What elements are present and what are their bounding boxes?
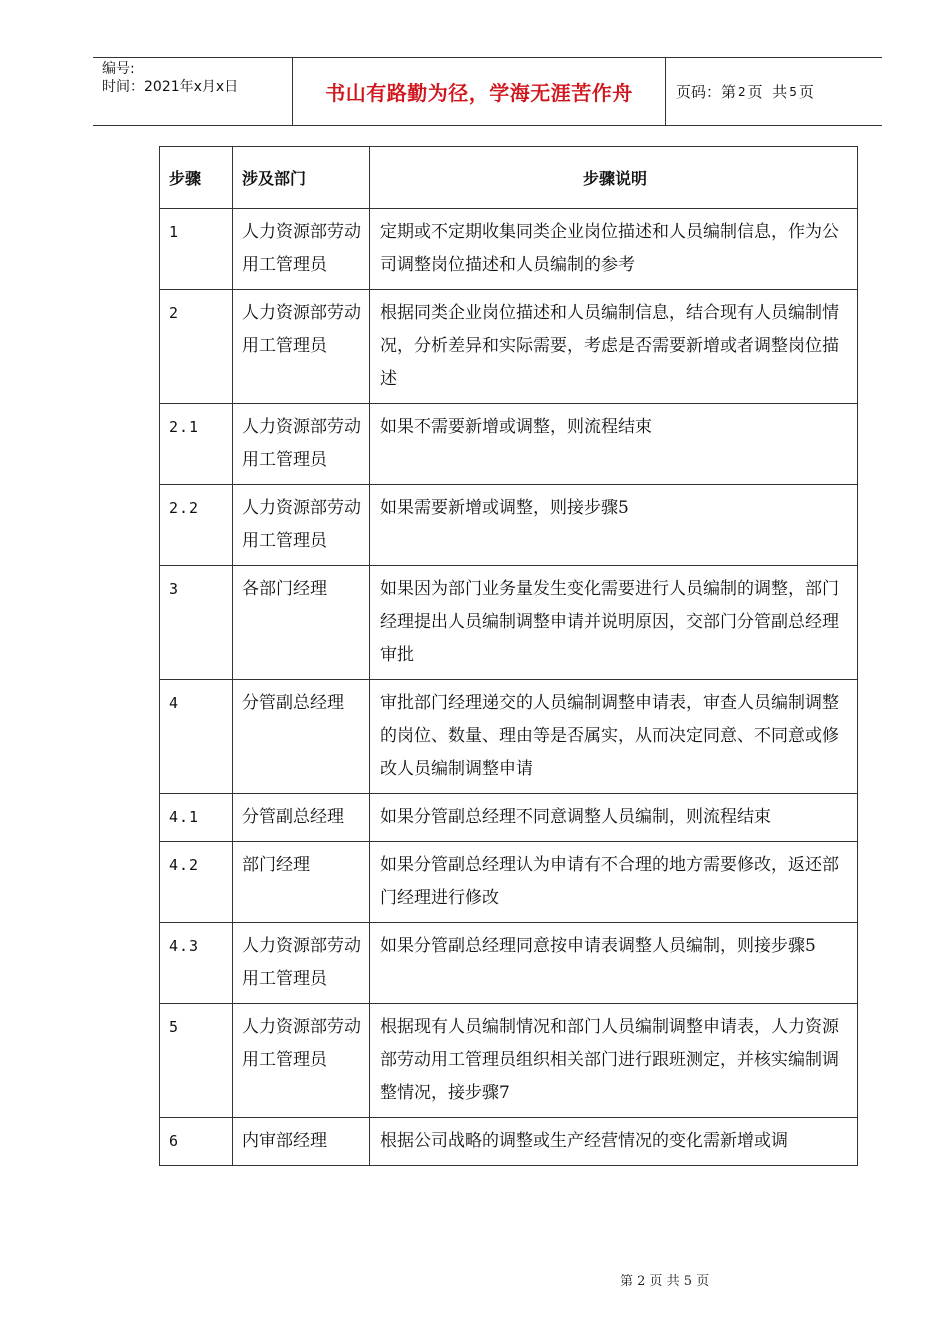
header-step: 步骤: [160, 147, 233, 209]
step-dept: 各部门经理: [233, 566, 370, 680]
motto-title: 书山有路勤为径，学海无涯苦作舟: [293, 58, 666, 125]
step-dept: 人力资源部劳动用工管理员: [233, 404, 370, 485]
table-row: [160, 485, 858, 566]
step-dept: 人力资源部劳动用工管理员: [233, 209, 370, 290]
table-row: [160, 404, 858, 485]
step-number: 2.2: [160, 485, 233, 566]
number-label: 编号:: [102, 61, 135, 77]
step-dept: 人力资源部劳动用工管理员: [233, 290, 370, 404]
step-number: 4: [160, 680, 233, 794]
step-number: 2: [160, 290, 233, 404]
step-desc: 审批部门经理递交的人员编制调整申请表，审查人员编制调整的岗位、数量、理由等是否属实，从而决定同意、不同意或修改人员编制调整申请: [370, 680, 858, 794]
page-prefix: 页码：第: [676, 83, 737, 101]
step-number: 5: [160, 1004, 233, 1118]
header-dept: 涉及部门: [233, 147, 370, 209]
table-row: [160, 794, 858, 842]
table-row: [160, 680, 858, 794]
step-number: 4.1: [160, 794, 233, 842]
step-dept: 部门经理: [233, 842, 370, 923]
table-row: [160, 1004, 858, 1118]
step-desc: 如果需要新增或调整，则接步骤5: [370, 485, 858, 566]
table-row: [160, 923, 858, 1004]
time-label: 时间：2021年x月x日: [102, 79, 239, 95]
step-number: 1: [160, 209, 233, 290]
doc-meta: [93, 58, 293, 125]
page-suffix: 页: [798, 83, 814, 101]
step-desc: 根据现有人员编制情况和部门人员编制调整申请表，人力资源部劳动用工管理员组织相关部门进行跟班测定，并核实编制调整情况，接步骤7: [370, 1004, 858, 1118]
step-number: 3: [160, 566, 233, 680]
step-desc: 如果分管副总经理不同意调整人员编制，则流程结束: [370, 794, 858, 842]
step-desc: 如果分管副总经理同意按申请表调整人员编制，则接步骤5: [370, 923, 858, 1004]
step-desc: 如果分管副总经理认为申请有不合理的地方需要修改，返还部门经理进行修改: [370, 842, 858, 923]
step-number: 2.1: [160, 404, 233, 485]
step-desc: 如果不需要新增或调整，则流程结束: [370, 404, 858, 485]
process-steps-table: [159, 146, 858, 1166]
table-row: [160, 290, 858, 404]
step-desc: 根据公司战略的调整或生产经营情况的变化需新增或调: [370, 1118, 858, 1166]
table-row: [160, 842, 858, 923]
page-mid: 页 共: [747, 83, 788, 101]
step-desc: 如果因为部门业务量发生变化需要进行人员编制的调整，部门经理提出人员编制调整申请并说明原因，交部门分管副总经理审批: [370, 566, 858, 680]
step-number: 4.3: [160, 923, 233, 1004]
step-number: 6: [160, 1118, 233, 1166]
step-desc: 定期或不定期收集同类企业岗位描述和人员编制信息，作为公司调整岗位描述和人员编制的参考: [370, 209, 858, 290]
table-row: [160, 566, 858, 680]
page-footer: 第 2 页 共 5 页: [620, 1274, 710, 1289]
header-desc: 步骤说明: [370, 147, 858, 209]
step-dept: 人力资源部劳动用工管理员: [233, 923, 370, 1004]
page-number: 2: [738, 84, 746, 99]
step-dept: 人力资源部劳动用工管理员: [233, 1004, 370, 1118]
step-number: 4.2: [160, 842, 233, 923]
step-dept: 分管副总经理: [233, 680, 370, 794]
page-total: 5: [789, 84, 797, 99]
table-header-row: [160, 147, 858, 209]
page-indicator: [666, 58, 882, 125]
step-desc: 根据同类企业岗位描述和人员编制信息，结合现有人员编制情况，分析差异和实际需要，考虑是否需要新增或者调整岗位描述: [370, 290, 858, 404]
table-row: [160, 1118, 858, 1166]
page-header: [93, 57, 882, 126]
table-row: [160, 209, 858, 290]
step-dept: 人力资源部劳动用工管理员: [233, 485, 370, 566]
step-dept: 分管副总经理: [233, 794, 370, 842]
step-dept: 内审部经理: [233, 1118, 370, 1166]
